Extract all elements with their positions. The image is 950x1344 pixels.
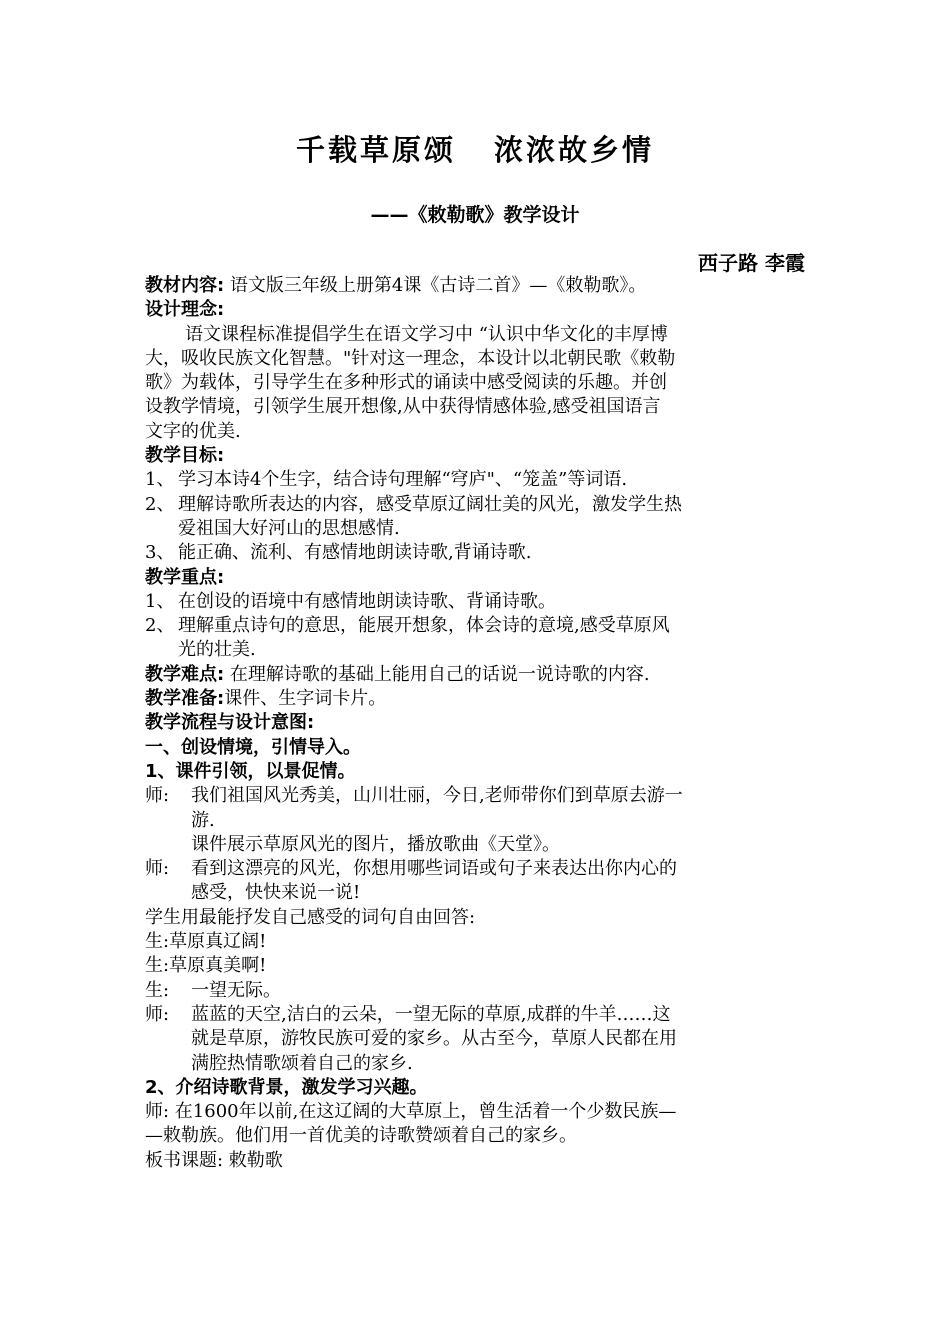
key-number: 1、 [145,590,175,612]
difficulty-line [145,663,810,687]
student-line [145,979,810,1003]
key-number: 2、 [145,615,175,637]
speaker-label: 生: [145,979,170,1001]
speaker-label: 师: [145,1003,170,1025]
goal-item [145,468,810,492]
title-part-2: 浓浓故乡情 [494,133,655,167]
goal-number: 3、 [145,542,175,564]
goal-text: 学习本诗4个生字，结合诗句理解“穹庐"、“笼盖”等词语. [178,469,628,491]
goal-item [145,541,810,565]
students-intro: 学生用最能抒发自己感受的词句自由回答: [145,906,476,928]
teacher-text-continued: —敕勒族。他们用一首优美的诗歌赞颂着自己的家乡。 [145,1125,577,1147]
teacher-line [145,1003,810,1027]
goal-item [145,493,810,517]
difficulty-label: 教学难点: [145,663,225,685]
goal-text: 理解诗歌所表达的内容，感受草原辽阔壮美的风光，激发学生热 [178,493,682,515]
idea-line: 大，吸收民族文化智慧。"针对这一理念，本设计以北朝民歌《敕勒 [145,347,676,369]
difficulty-text: 在理解诗歌的基础上能用自己的话说一说诗歌的内容. [224,663,650,685]
teacher-text-continued: 感受，快快来说一说! [191,882,361,904]
document-body [145,274,810,1173]
teacher-text: 蓝蓝的天空,洁白的云朵，一望无际的草原,成群的牛羊……这 [191,1003,671,1025]
key-label: 教学重点: [145,566,225,588]
goal-text-continued: 爱祖国大好河山的思想感情. [178,517,400,539]
activity-note: 课件展示草原风光的图片，播放歌曲《天堂》。 [191,833,560,855]
student-text: 一望无际。 [191,979,281,1001]
key-item [145,590,810,614]
goal-label: 教学目标: [145,445,225,467]
idea-label: 设计理念: [145,299,225,321]
preparation-line [145,687,810,711]
title-part-1: 千载草原颂 [295,133,456,167]
teacher-line: 师: 在1600年以前,在这辽阔的大草原上，曾生活着一个少数民族— [145,1101,677,1123]
flow-label: 教学流程与设计意图: [145,712,315,734]
section-heading: 一、创设情境，引情导入。 [145,736,361,758]
teacher-line [145,784,810,808]
goal-text: 能正确、流利、有感情地朗读诗歌,背诵诗歌. [178,542,532,564]
teacher-text: 看到这漂亮的风光，你想用哪些词语或句子来表达出你内心的 [191,858,677,880]
teacher-text-continued: 就是草原，游牧民族可爱的家乡。从古至今，草原人民都在用 [191,1028,677,1050]
preparation-text: 课件、生字词卡片。 [224,688,387,710]
student-line: 生:草原真辽阔! [145,931,267,953]
idea-line: 文字的优美. [145,420,241,442]
page-title [0,128,950,169]
teacher-text-continued: 满腔热情歌颂着自己的家乡. [191,1052,413,1074]
student-line: 生:草原真美啊! [145,955,267,977]
board-title-line: 板书课题: 敕勒歌 [145,1149,283,1171]
idea-line: 歌》为载体，引导学生在多种形式的诵读中感受阅读的乐趣。并创 [145,372,667,394]
subsection-heading: 2、介绍诗歌背景，激发学习兴趣。 [145,1076,428,1098]
teacher-text-continued: 游. [191,809,215,831]
author-name: 西子路 李霞 [698,251,805,275]
key-text: 在创设的语境中有感情地朗读诗歌、背诵诗歌。 [178,590,556,612]
key-text-continued: 光的壮美. [178,639,256,661]
key-text: 理解重点诗句的意思，能展开想象，体会诗的意境,感受草原风 [178,615,670,637]
page-subtitle: ——《敕勒歌》教学设计 [370,204,580,226]
material-text: 语文版三年级上册第4课《古诗二首》—《敕勒歌》。 [224,275,647,296]
key-item [145,614,810,638]
teacher-line [145,857,810,881]
idea-line: 设教学情境，引领学生展开想像,从中获得情感体验,感受祖国语言 [145,396,661,418]
teacher-text: 我们祖国风光秀美，山川壮丽，今日,老师带你们到草原去游一 [191,785,683,807]
idea-line: 语文课程标准提倡学生在语文学习中 “认识中华文化的丰厚博 [185,323,668,345]
subsection-heading: 1、课件引领，以景促情。 [145,760,356,782]
goal-number: 2、 [145,493,175,515]
material-line [145,274,810,298]
material-label: 教材内容: [145,275,225,296]
speaker-label: 师: [145,858,170,880]
speaker-label: 师: [145,785,170,807]
preparation-label: 教学准备: [145,688,225,710]
goal-number: 1、 [145,469,175,491]
